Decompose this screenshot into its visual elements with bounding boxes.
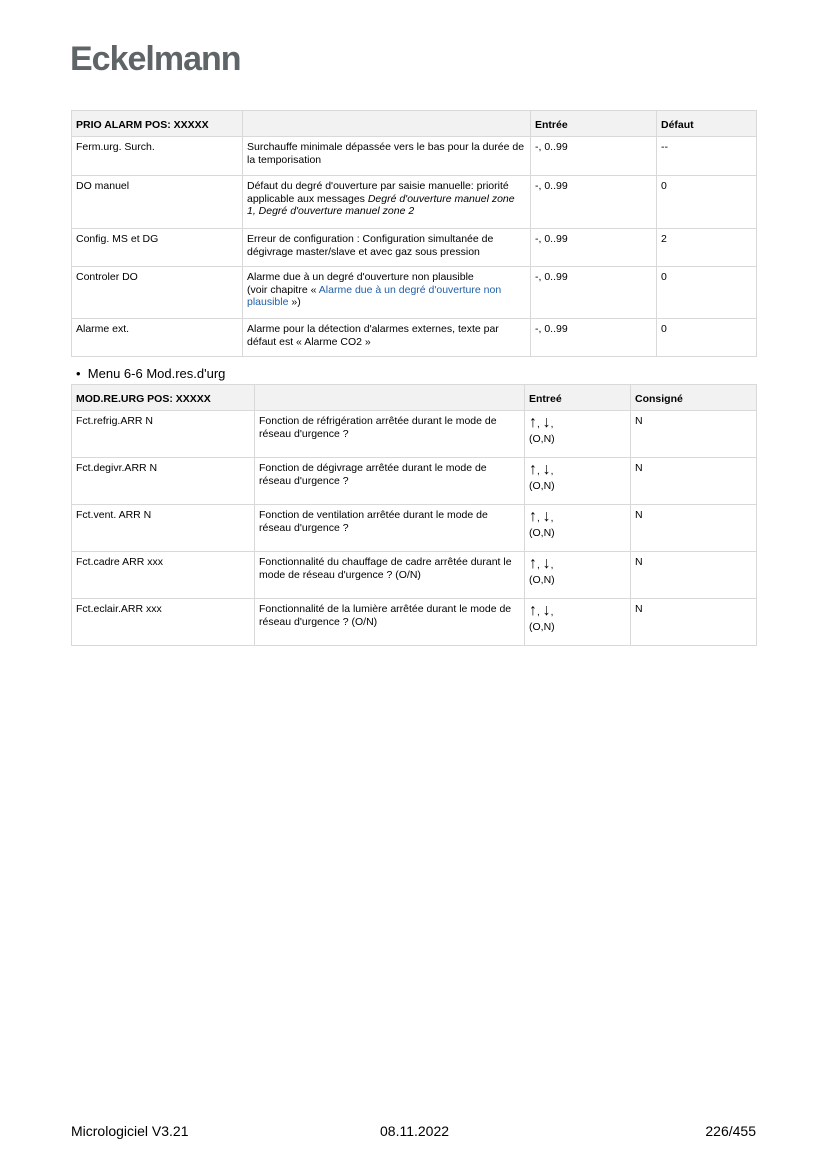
param-entry: -, 0..99 xyxy=(531,229,657,267)
column-header: Entreé xyxy=(525,385,631,411)
column-header xyxy=(243,111,531,137)
footer-page-number: 226/455 xyxy=(705,1123,756,1139)
column-header: MOD.RE.URG POS: XXXXX xyxy=(72,385,255,411)
column-header: Entrée xyxy=(531,111,657,137)
arrow-down-icon: ↓ xyxy=(542,414,551,431)
arrow-down-icon: ↓ xyxy=(542,602,551,619)
arrow-down-icon: ↓ xyxy=(542,508,551,525)
arrow-up-icon: ↑ xyxy=(529,508,537,525)
table-row xyxy=(72,552,757,599)
column-header: Consigné xyxy=(631,385,757,411)
param-entry: ↑, ↓, (O,N) xyxy=(525,599,631,646)
param-name: Fct.degivr.ARR N xyxy=(72,458,255,505)
param-name: Controler DO xyxy=(72,267,243,319)
param-description: Fonction de réfrigération arrêtée durant le mode de réseau d'urgence ? xyxy=(255,411,525,458)
table-row xyxy=(72,176,757,229)
param-entry: ↑, ↓, (O,N) xyxy=(525,505,631,552)
table-row xyxy=(72,229,757,267)
table-header-row xyxy=(72,385,757,411)
param-default: 0 xyxy=(657,319,757,357)
param-default: 2 xyxy=(657,229,757,267)
arrow-up-icon: ↑ xyxy=(529,602,537,619)
param-description xyxy=(243,267,531,319)
param-description: Surchauffe minimale dépassée vers le bas pour la durée de la temporisation xyxy=(243,137,531,176)
param-entry: -, 0..99 xyxy=(531,176,657,229)
param-description: Fonction de ventilation arrêtée durant le mode de réseau d'urgence ? xyxy=(255,505,525,552)
arrow-down-icon: ↓ xyxy=(542,555,551,572)
chapter-link[interactable]: Alarme due à un degré d'ouverture non plausible xyxy=(247,283,502,308)
column-header xyxy=(255,385,525,411)
footer-date: 08.11.2022 xyxy=(380,1123,450,1139)
column-header: Défaut xyxy=(657,111,757,137)
param-default: -- xyxy=(657,137,757,176)
param-description: Fonctionnalité de la lumière arrêtée durant le mode de réseau d'urgence ? (O/N) xyxy=(255,599,525,646)
param-value: N xyxy=(631,505,757,552)
entry-options: (O,N) xyxy=(529,574,555,586)
param-value: N xyxy=(631,599,757,646)
table-header-row xyxy=(72,111,757,137)
param-entry: -, 0..99 xyxy=(531,319,657,357)
param-name: Config. MS et DG xyxy=(72,229,243,267)
prio-alarm-table xyxy=(71,110,757,357)
arrow-up-icon: ↑ xyxy=(529,461,537,478)
param-name: DO manuel xyxy=(72,176,243,229)
arrow-up-icon: ↑ xyxy=(529,414,537,431)
param-default: 0 xyxy=(657,176,757,229)
param-default: 0 xyxy=(657,267,757,319)
description-text: Défaut du degré d'ouverture par saisie manuelle: priorité applicable aux messages xyxy=(247,180,509,205)
param-entry: ↑, ↓, (O,N) xyxy=(525,458,631,505)
arrow-up-icon: ↑ xyxy=(529,555,537,572)
mod-re-urg-table xyxy=(71,384,757,646)
param-name: Alarme ext. xyxy=(72,319,243,357)
param-value: N xyxy=(631,552,757,599)
description-text: Alarme due à un degré d'ouverture non plausible xyxy=(247,271,474,283)
param-name: Fct.vent. ARR N xyxy=(72,505,255,552)
param-name: Fct.cadre ARR xxx xyxy=(72,552,255,599)
param-description: Fonctionnalité du chauffage de cadre arrêtée durant le mode de réseau d'urgence ? (O/N) xyxy=(255,552,525,599)
entry-options: (O,N) xyxy=(529,433,555,445)
param-description: Erreur de configuration : Configuration simultanée de dégivrage master/slave et avec gaz sous pression xyxy=(243,229,531,267)
description-suffix: ») xyxy=(288,296,301,308)
param-description: Alarme pour la détection d'alarmes externes, texte par défaut est « Alarme CO2 » xyxy=(243,319,531,357)
table-row xyxy=(72,137,757,176)
param-value: N xyxy=(631,411,757,458)
entry-options: (O,N) xyxy=(529,527,555,539)
param-value: N xyxy=(631,458,757,505)
table-row xyxy=(72,505,757,552)
menu-title: Menu 6-6 Mod.res.d'urg xyxy=(87,366,226,381)
param-description xyxy=(243,176,531,229)
column-header: PRIO ALARM POS: XXXXX xyxy=(72,111,243,137)
param-name: Fct.refrig.ARR N xyxy=(72,411,255,458)
param-entry: -, 0..99 xyxy=(531,267,657,319)
entry-options: (O,N) xyxy=(529,621,555,633)
param-name: Ferm.urg. Surch. xyxy=(72,137,243,176)
param-entry: ↑, ↓, (O,N) xyxy=(525,552,631,599)
param-name: Fct.eclair.ARR xxx xyxy=(72,599,255,646)
param-entry: -, 0..99 xyxy=(531,137,657,176)
table-row xyxy=(72,267,757,319)
table-row xyxy=(72,319,757,357)
table-row xyxy=(72,599,757,646)
table-row xyxy=(72,458,757,505)
menu-bullet: • Menu 6-6 Mod.res.d'urg xyxy=(76,366,226,381)
param-description: Fonction de dégivrage arrêtée durant le mode de réseau d'urgence ? xyxy=(255,458,525,505)
description-italic: Degré d'ouverture manuel zone 1, Degré d'ouverture manuel zone 2 xyxy=(247,192,515,217)
eckelmann-logo: Eckelmann xyxy=(70,40,241,78)
description-prefix: (voir chapitre « xyxy=(247,283,319,296)
footer-firmware: Micrologiciel V3.21 xyxy=(71,1123,189,1139)
entry-options: (O,N) xyxy=(529,480,555,492)
arrow-down-icon: ↓ xyxy=(542,461,551,478)
table-row xyxy=(72,411,757,458)
param-entry: ↑, ↓, (O,N) xyxy=(525,411,631,458)
